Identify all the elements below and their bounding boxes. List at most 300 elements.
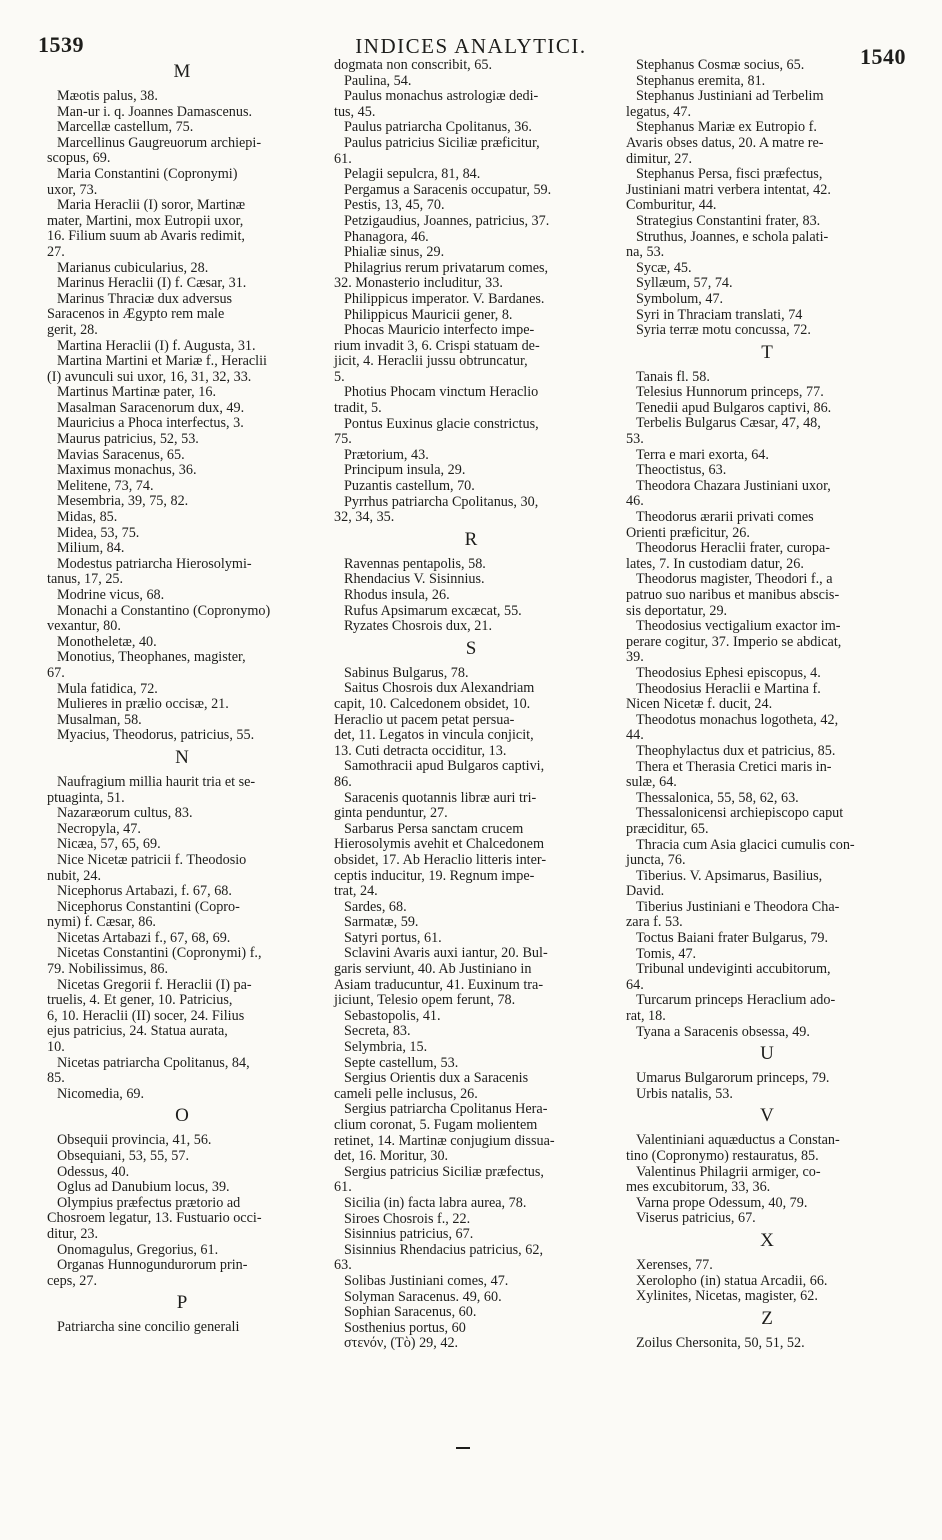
index-entry	[47, 978, 317, 1056]
entry-line: garis serviunt, 40. Ab Justiniano in	[334, 961, 532, 978]
entry-line: vexantur, 80.	[47, 618, 121, 635]
entry-line: lates, 7. In custodiam datur, 26.	[626, 555, 804, 572]
index-entry	[626, 760, 908, 791]
index-entry	[626, 479, 908, 510]
entry-line: 32. Monasterio includitur, 33.	[334, 275, 503, 292]
entry-line: (I) avunculi sui uxor, 16, 31, 32, 33.	[47, 368, 252, 385]
index-entry	[334, 89, 608, 120]
index-entry	[47, 1180, 317, 1196]
index-entry	[47, 1258, 317, 1289]
entry-line: Patriarcha sine concilio generali	[57, 1319, 240, 1336]
entry-line: Obsequiani, 53, 55, 57.	[57, 1148, 190, 1164]
section-letter: S	[465, 637, 477, 659]
entry-line: Saracenis quotannis libræ auri tri-	[344, 789, 537, 806]
entry-line: 61.	[334, 150, 352, 167]
section-letter: P	[176, 1292, 188, 1314]
entry-line: Tomis, 47.	[636, 945, 697, 962]
entry-line: Theophylactus dux et patricius, 85.	[636, 742, 836, 759]
entry-line: Philagrius rerum privatarum comes,	[344, 259, 549, 276]
index-entry	[47, 89, 317, 105]
entry-line: 86.	[334, 773, 352, 790]
entry-line: truelis, 4. Et gener, 10. Patricius,	[47, 992, 233, 1009]
entry-line: Avaris obses datus, 20. A matre re-	[626, 134, 824, 151]
index-entry	[626, 962, 908, 993]
entry-line: 44.	[626, 727, 644, 744]
index-entry	[47, 541, 317, 557]
entry-line: Theodorus Heraclii frater, curopa-	[636, 540, 831, 557]
entry-line: Hierosolymis avehit et Chalcedonem	[334, 836, 544, 853]
entry-line: Pestis, 13, 45, 70.	[344, 197, 445, 214]
entry-line: Sabinus Bulgarus, 78.	[344, 664, 469, 681]
entry-line: Stephanus Persa, fisci præfectus,	[636, 166, 823, 183]
entry-line: Umarus Bulgarorum princeps, 79.	[636, 1070, 830, 1087]
index-entry	[47, 401, 317, 417]
entry-line: na, 53.	[626, 244, 665, 261]
entry-line: Theodosius vectigalium exactor im-	[636, 618, 841, 635]
entry-line: Solyman Saracenus. 49, 60.	[344, 1288, 502, 1305]
index-entry	[334, 323, 608, 385]
index-entry	[626, 58, 908, 74]
entry-line: Modestus patriarcha Hierosolymi-	[57, 555, 252, 572]
index-entry	[47, 385, 317, 401]
entry-line: Nicetas Gregorii f. Heraclii (I) pa-	[57, 976, 252, 993]
index-entry	[626, 619, 908, 666]
index-entry	[47, 884, 317, 900]
entry-line: Ravennas pentapolis, 58.	[344, 555, 486, 572]
entry-line: 32, 34, 35.	[334, 509, 395, 526]
index-entry	[334, 666, 608, 682]
entry-line: Siroes Chosrois f., 22.	[344, 1210, 471, 1227]
entry-line: sis deportatur, 29.	[626, 602, 728, 619]
entry-line: Nicetas Artabazi f., 67, 68, 69.	[57, 929, 231, 946]
entry-line: Sisinnius patricius, 67.	[344, 1226, 474, 1243]
index-entry	[334, 1102, 608, 1164]
entry-line: Sycæ, 45.	[636, 259, 692, 276]
entry-line: Sarbarus Persa sanctam crucem	[344, 820, 524, 837]
index-entry	[334, 448, 608, 464]
entry-line: Heraclio ut pacem petat persua-	[334, 711, 515, 728]
entry-line: Toctus Baiani frater Bulgarus, 79.	[636, 930, 829, 947]
entry-line: capit, 10. Calcedonem obsidet, 10.	[334, 695, 531, 712]
entry-line: Symbolum, 47.	[636, 290, 724, 307]
entry-line: ceptis inducitur, 19. Regnum impe-	[334, 867, 535, 884]
entry-line: 79. Nobilissimus, 86.	[47, 961, 169, 978]
entry-line: Nice Nicetæ patricii f. Theodosio	[57, 851, 247, 868]
entry-line: Paulina, 54.	[344, 72, 412, 89]
entry-line: Milium, 84.	[57, 540, 125, 557]
index-entry	[626, 167, 908, 214]
section-letter: V	[760, 1105, 774, 1127]
index-entry	[334, 931, 608, 947]
entry-line: Monachi a Constantino (Copronymo)	[57, 602, 271, 619]
index-entry	[47, 1320, 317, 1336]
index-entry	[47, 276, 317, 292]
entry-line: 10.	[47, 1039, 65, 1056]
entry-line: Midas, 85.	[57, 509, 118, 526]
entry-line: Maria Constantini (Copronymi)	[57, 165, 238, 182]
index-entry	[626, 323, 908, 339]
index-entry	[47, 1149, 317, 1165]
index-entry	[334, 1212, 608, 1228]
entry-line: Thessalonicensi archiepiscopo caput	[636, 805, 844, 822]
entry-line: Sardes, 68.	[344, 898, 407, 915]
entry-line: 53.	[626, 431, 644, 448]
entry-line: ginta penduntur, 27.	[334, 805, 448, 822]
index-entry	[334, 1321, 608, 1337]
entry-line: Thracia cum Asia glacici cumulis con-	[636, 836, 855, 853]
index-entry	[334, 463, 608, 479]
running-title: INDICES ANALYTICI.	[355, 34, 587, 58]
entry-line: Maria Heraclii (I) soror, Martinæ	[57, 197, 246, 214]
section-letter: O	[175, 1105, 189, 1127]
index-entry	[47, 432, 317, 448]
index-column-1	[47, 58, 317, 1336]
entry-line: Xerolopho (in) statua Arcadii, 66.	[636, 1272, 828, 1289]
entry-line: Syri in Thraciam translati, 74	[636, 306, 803, 323]
entry-line: Pelagii sepulcra, 81, 84.	[344, 166, 481, 183]
index-entry	[47, 167, 317, 198]
index-entry	[334, 1024, 608, 1040]
index-entry	[47, 837, 317, 853]
entry-line: Philippicus imperator. V. Bardanes.	[344, 290, 545, 307]
entry-line: 6, 10. Heraclii (II) socer, 24. Filius	[47, 1007, 245, 1024]
entry-line: Man-ur i. q. Joannes Damascenus.	[57, 103, 253, 120]
index-column-3	[626, 58, 908, 1351]
index-entry	[334, 120, 608, 136]
index-entry	[47, 1133, 317, 1149]
index-entry	[334, 822, 608, 900]
entry-line: det, 11. Legatos in vincula conjicit,	[334, 727, 534, 744]
entry-line: Sergius patriarcha Cpolitanus Hera-	[344, 1101, 548, 1118]
entry-line: Urbis natalis, 53.	[636, 1085, 733, 1102]
entry-line: Pyrrhus patriarcha Cpolitanus, 30,	[344, 493, 539, 510]
index-entry	[334, 759, 608, 790]
entry-line: Principum insula, 29.	[344, 462, 466, 479]
entry-line: Masalman Saracenorum dux, 49.	[57, 399, 245, 416]
index-entry	[47, 1087, 317, 1103]
index-entry	[626, 230, 908, 261]
index-entry	[334, 1227, 608, 1243]
index-entry	[626, 744, 908, 760]
entry-line: Turcarum princeps Heraclium ado-	[636, 992, 836, 1009]
entry-line: Nicen Nicetæ f. ducit, 24.	[626, 696, 773, 713]
index-entry	[47, 588, 317, 604]
index-entry	[626, 261, 908, 277]
index-entry	[334, 588, 608, 604]
index-entry	[626, 791, 908, 807]
index-entry	[47, 1196, 317, 1243]
entry-line: Pontus Euxinus glacie constrictus,	[344, 415, 539, 432]
footer-dash	[456, 1447, 470, 1449]
entry-line: Nicephorus Constantini (Copro-	[57, 898, 240, 915]
entry-line: Sclavini Avaris auxi iantur, 20. Bul-	[344, 945, 548, 962]
index-entry	[47, 198, 317, 260]
entry-line: Myacius, Theodorus, patricius, 55.	[57, 727, 255, 744]
entry-line: 61.	[334, 1179, 352, 1196]
entry-line: Tiberius Justiniani e Theodora Cha-	[636, 898, 840, 915]
index-entry	[334, 495, 608, 526]
entry-line: Odessus, 40.	[57, 1163, 130, 1180]
entry-line: Syllæum, 57, 74.	[636, 275, 733, 292]
index-entry	[47, 120, 317, 136]
entry-line: ejus patricius, 24. Statua aurata,	[47, 1023, 228, 1040]
entry-line: Stephanus Justiniani ad Terbelim	[636, 88, 824, 105]
entry-line: Sosthenius portus, 60	[344, 1319, 466, 1336]
index-entry	[47, 604, 317, 635]
entry-line: 63.	[334, 1257, 352, 1274]
index-entry	[626, 869, 908, 900]
index-entry	[47, 510, 317, 526]
entry-line: Theodosius Ephesi episcopus, 4.	[636, 664, 821, 681]
entry-line: 75.	[334, 431, 352, 448]
index-entry	[47, 853, 317, 884]
entry-line: obsidet, 17. Ab Heraclio litteris inter-	[334, 851, 547, 868]
entry-line: Maximus monachus, 36.	[57, 462, 197, 479]
index-entry	[626, 385, 908, 401]
entry-line: Martinus Martinæ pater, 16.	[57, 384, 217, 401]
entry-line: Maurus patricius, 52, 53.	[57, 431, 199, 448]
index-entry	[334, 900, 608, 916]
index-entry	[626, 806, 908, 837]
index-entry	[334, 1040, 608, 1056]
entry-line: Marinus Heraclii (I) f. Cæsar, 31.	[57, 275, 247, 292]
index-entry	[626, 120, 908, 167]
entry-line: Syria terræ motu concussa, 72.	[636, 322, 811, 339]
index-entry	[334, 1290, 608, 1306]
entry-line: rat, 18.	[626, 1008, 666, 1025]
entry-line: Theodorus ærarii privati comes	[636, 509, 814, 526]
entry-line: Martina Heraclii (I) f. Augusta, 31.	[57, 337, 256, 354]
index-entry	[334, 292, 608, 308]
entry-line: Modrine vicus, 68.	[57, 587, 165, 603]
index-entry	[626, 1025, 908, 1041]
section-letter: N	[175, 746, 189, 768]
section-letter: X	[760, 1229, 774, 1251]
entry-line: Asiam traducuntur, 41. Euxinum tra-	[334, 976, 544, 993]
entry-line: Stephanus Mariæ ex Eutropio f.	[636, 119, 817, 136]
entry-line: Theodora Chazara Justiniani uxor,	[636, 477, 831, 494]
index-entry	[47, 1243, 317, 1259]
index-entry	[47, 261, 317, 277]
entry-line: Onomagulus, Gregorius, 61.	[57, 1241, 219, 1258]
entry-line: Telesius Hunnorum princeps, 77.	[636, 384, 824, 401]
entry-line: rium invadit 3, 6. Crispi statuam de-	[334, 337, 540, 354]
index-entry	[47, 1056, 317, 1087]
index-entry	[334, 946, 608, 1008]
entry-line: Philippicus Mauricii gener, 8.	[344, 306, 513, 323]
entry-line: Obsequii provincia, 41, 56.	[57, 1132, 212, 1149]
entry-line: Naufragium millia haurit tria et se-	[57, 773, 256, 790]
index-entry	[334, 308, 608, 324]
entry-line: jicit, 4. Heraclii jussu obtruncatur,	[334, 353, 528, 370]
index-entry	[626, 89, 908, 120]
index-entry	[334, 74, 608, 90]
entry-line: David.	[626, 883, 665, 900]
entry-line: Oglus ad Danubium locus, 39.	[57, 1179, 230, 1196]
entry-line: dogmata non conscribit, 65.	[334, 57, 493, 73]
entry-line: nymi) f. Cæsar, 86.	[47, 914, 156, 931]
entry-line: tus, 45.	[334, 103, 376, 120]
entry-line: Monotheletæ, 40.	[57, 633, 157, 650]
index-entry	[334, 385, 608, 416]
entry-line: legatus, 47.	[626, 103, 692, 120]
page-number-right: 1540	[860, 44, 906, 69]
entry-line: Photius Phocam vinctum Heraclio	[344, 384, 539, 401]
index-entry	[626, 947, 908, 963]
index-entry	[626, 292, 908, 308]
index-entry	[334, 198, 608, 214]
entry-line: Mula fatidica, 72.	[57, 680, 158, 697]
index-entry	[334, 230, 608, 246]
index-entry	[626, 1196, 908, 1212]
entry-line: Ryzates Chosrois dux, 21.	[344, 618, 492, 635]
index-entry	[334, 1305, 608, 1321]
entry-line: ptuaginta, 51.	[47, 789, 125, 806]
entry-line: Satyri portus, 61.	[344, 929, 442, 946]
entry-line: Pergamus a Saracenis occupatur, 59.	[344, 181, 552, 198]
section-letter: T	[761, 341, 773, 363]
index-entry	[626, 572, 908, 619]
entry-line: patruo suo naribus et manibus abscis-	[626, 587, 840, 603]
index-entry	[334, 557, 608, 573]
entry-line: Marinus Thraciæ dux adversus	[57, 290, 233, 307]
entry-line: Tribunal undeviginti accubitorum,	[636, 961, 831, 978]
entry-line: Prætorium, 43.	[344, 446, 429, 463]
entry-line: ceps, 27.	[47, 1272, 98, 1289]
entry-line: Paulus patricius Siciliæ præficitur,	[344, 134, 540, 151]
index-entry	[334, 1165, 608, 1196]
index-entry	[47, 292, 317, 339]
entry-line: nubit, 24.	[47, 867, 101, 884]
index-entry	[626, 931, 908, 947]
index-entry	[626, 838, 908, 869]
entry-line: perare cogitur, 37. Imperio se abdicat,	[626, 633, 842, 650]
entry-line: sulæ, 64.	[626, 774, 677, 791]
index-entry	[626, 666, 908, 682]
index-entry	[47, 775, 317, 806]
entry-line: 16. Filium suum ab Avaris redimit,	[47, 228, 245, 245]
entry-line: Selymbria, 15.	[344, 1039, 428, 1056]
entry-line: Paulus patriarcha Cpolitanus, 36.	[344, 119, 532, 136]
index-entry	[334, 417, 608, 448]
entry-line: Organas Hunnogundurorum prin-	[57, 1257, 248, 1274]
entry-line: Thessalonica, 55, 58, 62, 63.	[636, 789, 799, 806]
index-entry	[334, 1336, 608, 1352]
entry-line: Martina Martini et Mariæ f., Heraclii	[57, 353, 267, 370]
index-entry	[626, 1258, 908, 1274]
entry-line: Nicephorus Artabazi, f. 67, 68.	[57, 883, 232, 900]
entry-line: Saracenos in Ægypto rem male	[47, 306, 225, 323]
index-entry	[334, 58, 608, 74]
index-entry	[626, 308, 908, 324]
entry-line: 64.	[626, 976, 644, 993]
entry-line: gerit, 28.	[47, 321, 98, 338]
entry-line: Stephanus eremita, 81.	[636, 72, 766, 89]
index-entry	[626, 416, 908, 447]
index-entry	[334, 183, 608, 199]
entry-line: 5.	[334, 368, 345, 385]
entry-line: Sicilia (in) facta labra aurea, 78.	[344, 1194, 527, 1211]
entry-line: scopus, 69.	[47, 150, 111, 167]
index-entry	[626, 1289, 908, 1305]
entry-line: Phialiæ sinus, 29.	[344, 244, 445, 261]
entry-line: Marcellinus Gaugreuorum archiepi-	[57, 134, 262, 151]
index-entry	[47, 682, 317, 698]
index-entry	[47, 900, 317, 931]
entry-line: Struthus, Joannes, e schola palati-	[636, 228, 829, 245]
entry-line: Strategius Constantini frater, 83.	[636, 212, 821, 229]
index-entry	[626, 1336, 908, 1352]
entry-line: 85.	[47, 1070, 65, 1087]
entry-line: Mauricius a Phoca interfectus, 3.	[57, 415, 244, 432]
entry-line: 67.	[47, 664, 65, 681]
entry-line: Paulus monachus astrologiæ dedi-	[344, 88, 539, 105]
entry-line: Sergius patricius Siciliæ præfectus,	[344, 1163, 544, 1180]
section-letter: Z	[761, 1307, 773, 1329]
entry-line: Rufus Apsimarum excæcat, 55.	[344, 602, 522, 619]
entry-line: 46.	[626, 493, 644, 510]
entry-line: Petzigaudius, Joannes, patricius, 37.	[344, 212, 550, 229]
entry-line: cameli pelle inclusus, 26.	[334, 1085, 478, 1102]
index-column-2	[334, 58, 608, 1352]
entry-line: retinet, 14. Martinæ conjugium dissua-	[334, 1132, 555, 1149]
entry-line: Valentiniani aquæductus a Constan-	[636, 1132, 840, 1149]
index-entry	[334, 572, 608, 588]
index-entry	[334, 1009, 608, 1025]
entry-line: Necropyla, 47.	[57, 820, 141, 837]
entry-line: Tyana a Saracenis obsessa, 49.	[636, 1023, 810, 1040]
index-entry	[626, 541, 908, 572]
section-letter: R	[464, 528, 478, 550]
entry-line: Xylinites, Nicetas, magister, 62.	[636, 1288, 818, 1305]
index-entry	[334, 681, 608, 759]
entry-line: Valentinus Philagrii armiger, co-	[636, 1163, 821, 1180]
entry-line: Saitus Chosrois dux Alexandriam	[344, 680, 535, 697]
entry-line: Phanagora, 46.	[344, 228, 429, 245]
index-entry	[334, 1056, 608, 1072]
index-entry	[626, 401, 908, 417]
entry-line: mater, Martini, mox Eutropii uxor,	[47, 212, 244, 229]
entry-line: Comburitur, 44.	[626, 197, 717, 214]
entry-line: Secreta, 83.	[344, 1023, 411, 1040]
index-entry	[626, 1133, 908, 1164]
index-entry	[626, 448, 908, 464]
index-entry	[47, 713, 317, 729]
index-entry	[626, 1211, 908, 1227]
index-entry	[626, 993, 908, 1024]
index-entry	[626, 713, 908, 744]
entry-line: jiciunt, Telesio opem ferunt, 78.	[334, 992, 516, 1009]
entry-line: Theoctistus, 63.	[636, 462, 727, 479]
entry-line: Zoilus Chersonita, 50, 51, 52.	[636, 1334, 805, 1351]
index-entry	[626, 1071, 908, 1087]
entry-line: Nicomedia, 69.	[57, 1085, 145, 1102]
entry-line: Sarmatæ, 59.	[344, 914, 419, 931]
entry-line: tradit, 5.	[334, 400, 382, 417]
index-entry	[334, 214, 608, 230]
entry-line: Mulieres in prælio occisæ, 21.	[57, 696, 229, 713]
index-entry	[334, 1071, 608, 1102]
entry-line: Rhodus insula, 26.	[344, 587, 450, 603]
entry-line: Theodotus monachus logotheta, 42,	[636, 711, 839, 728]
entry-line: Mesembria, 39, 75, 82.	[57, 493, 189, 510]
entry-line: Varna prope Odessum, 40, 79.	[636, 1194, 808, 1211]
entry-line: Olympius præfectus prætorio ad	[57, 1194, 241, 1211]
index-entry	[47, 635, 317, 651]
entry-line: Tanais fl. 58.	[636, 368, 710, 385]
entry-line: Puzantis castellum, 70.	[344, 478, 475, 495]
entry-line: tino (Copronymo) restauratus, 85.	[626, 1148, 819, 1164]
